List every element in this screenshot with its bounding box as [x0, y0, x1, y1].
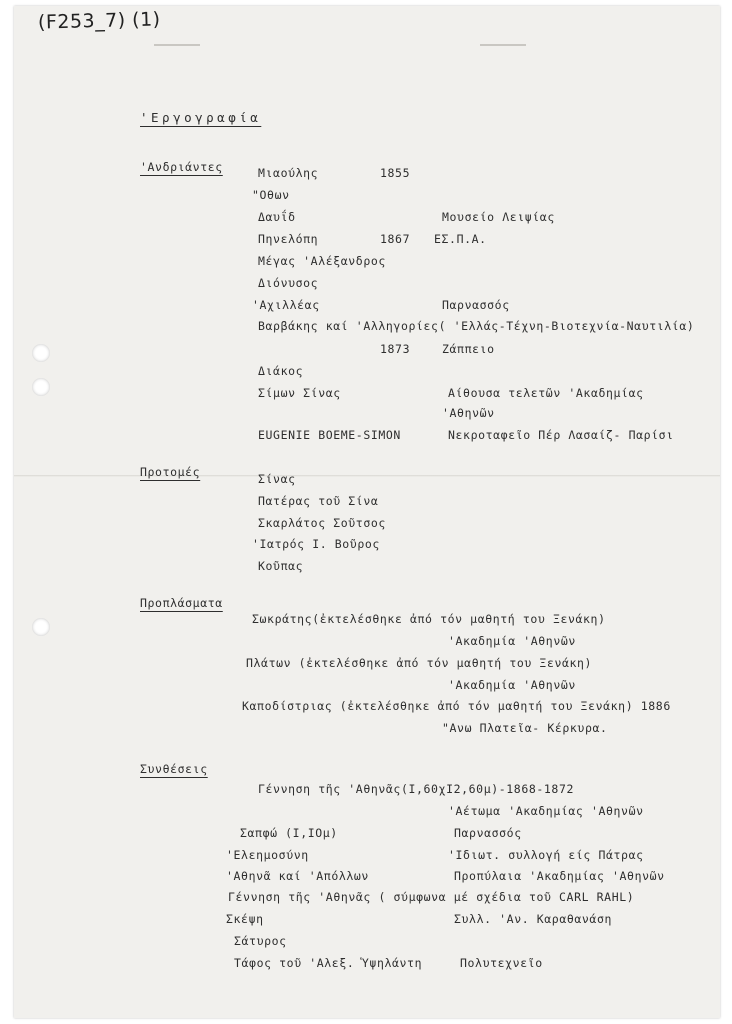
punch-hole-top: [32, 344, 50, 362]
model-location: "Ανω Πλατεῖα- Κέρκυρα.: [442, 721, 608, 735]
bust-item: Σκαρλάτος Σοῦτσος: [258, 516, 386, 530]
composition-location: Προπύλαια 'Ακαδημίας 'Αθηνῶν: [454, 869, 665, 883]
composition-line: Σαπφώ (Ι,ΙΟμ): [240, 826, 338, 840]
composition-line: Σάτυρος: [234, 934, 287, 948]
composition-location: Συλλ. 'Αν. Καραθανάση: [454, 912, 612, 926]
statue-name: Δαυΐδ: [258, 210, 296, 224]
statue-place: Αίθουσα τελετῶν 'Ακαδημίας: [448, 386, 644, 400]
model-location: 'Ακαδημία 'Αθηνῶν: [448, 634, 576, 648]
bust-item: Πατέρας τοῦ Σίνα: [258, 494, 379, 508]
composition-line: Γέννηση τῆς 'Αθηνᾶς ( σύμφωνα μέ σχέδια τοῦ CARL RAHL): [228, 890, 635, 904]
bust-item: 'Ιατρός Ι. Βοῦρος: [252, 537, 380, 551]
statue-place: Μουσείο Λειψίας: [442, 210, 555, 224]
composition-line: 'Ελεημοσύνη: [226, 848, 309, 862]
statue-name: Βαρβάκης καί 'Αλληγορίες( 'Ελλάς-Τέχνη-Βιοτεχνία-Ναυτιλία): [258, 319, 695, 333]
punch-hole-middle: [32, 378, 50, 396]
statue-name: Μέγας 'Αλέξανδρος: [258, 254, 386, 268]
paper-fold: [14, 475, 720, 477]
statue-year: 1855: [380, 166, 411, 180]
punch-hole-bottom: [32, 618, 50, 636]
statue-place: Παρνασσός: [442, 298, 510, 312]
statue-name: Σίμων Σίνας: [258, 386, 341, 400]
composition-location: 'Αέτωμα 'Ακαδημίας 'Αθηνῶν: [448, 804, 644, 818]
composition-line: 'Αθηνᾶ καί 'Απόλλων: [226, 869, 369, 883]
statue-name: Μιαούλης: [258, 166, 319, 180]
heading-busts: Προτομές: [140, 465, 201, 479]
model-line: Σωκράτης(ἐκτελέσθηκε ἀπό τόν μαθητή του Ξενάκη): [252, 612, 606, 626]
composition-location: Παρνασσός: [454, 826, 522, 840]
statue-name: Πηνελόπη: [258, 232, 319, 246]
statue-place: ΕΣ.Π.Α.: [434, 232, 487, 246]
statue-place: Νεκροταφεῖο Πέρ Λασαίζ- Παρίσι: [448, 428, 674, 442]
model-location: 'Ακαδημία 'Αθηνῶν: [448, 678, 576, 692]
scan-mark-left: [154, 44, 200, 46]
heading-models: Προπλάσματα: [140, 596, 223, 610]
statue-name: Διάκος: [258, 364, 304, 378]
statue-name: "Οθων: [252, 188, 290, 202]
composition-line: Σκέψη: [226, 912, 264, 926]
model-line: Πλάτων (ἐκτελέσθηκε ἀπό τόν μαθητή του Ξενάκη): [246, 656, 593, 670]
statue-year: 1873: [380, 342, 411, 356]
document-page: [14, 6, 720, 1018]
composition-location: 'Ιδιωτ. συλλογή είς Πάτρας: [448, 848, 644, 862]
bust-item: Κοῦπας: [258, 559, 304, 573]
statue-year: 1867: [380, 232, 411, 246]
model-line: Καποδίστριας (ἐκτελέσθηκε ἀπό τόν μαθητή του Ξενάκη) 1886: [242, 699, 671, 713]
statue-name: Διόνυσος: [258, 276, 319, 290]
statue-name: EUGENIE BOEME-SIMON: [258, 428, 401, 442]
composition-location: Πολυτεχνεῖο: [460, 956, 543, 970]
composition-line: Τάφος τοῦ 'Αλεξ. Ὑψηλάντη: [234, 956, 423, 970]
heading-compositions: Συνθέσεις: [140, 762, 208, 776]
statue-name: 'Αχιλλέας: [252, 298, 320, 312]
heading-statues: 'Ανδριάντες: [140, 160, 223, 174]
scan-mark-right: [480, 44, 526, 46]
statue-place: Ζάππειο: [442, 342, 495, 356]
handwritten-reference: (F253_7) (1): [37, 8, 161, 34]
composition-line: Γέννηση τῆς 'Αθηνᾶς(Ι,60χΙ2,60μ)-1868-1872: [258, 782, 574, 796]
page-title: 'Εργογραφία: [140, 110, 262, 125]
bust-item: Σίνας: [258, 472, 296, 486]
statue-place: 'Αθηνῶν: [442, 406, 495, 420]
